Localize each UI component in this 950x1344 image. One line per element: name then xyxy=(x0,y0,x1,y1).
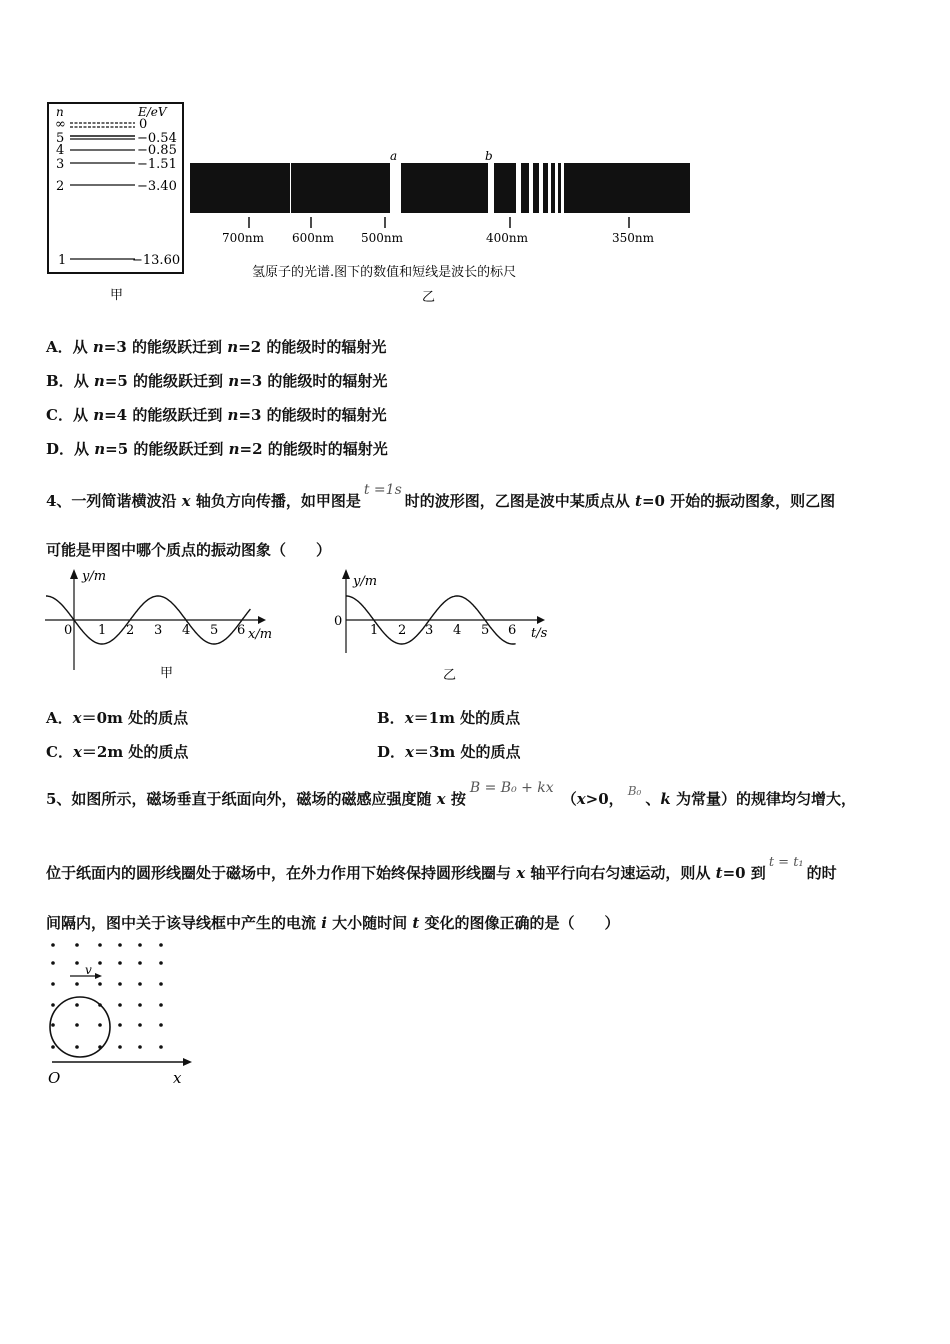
graph2-tick-4: 4 xyxy=(453,623,462,638)
tick-600: 600nm xyxy=(292,231,335,245)
field-dot xyxy=(118,961,122,965)
field-dot xyxy=(159,1023,163,1027)
field-dot xyxy=(51,1023,55,1027)
caption-jia: 甲 xyxy=(110,288,124,303)
q4-stem-line1: 4、一列简谐横波沿 x 轴负方向传播，如甲图是t =1s时的波形图，乙图是波中某质点从 t=0 开始的振动图象，则乙图 xyxy=(46,482,836,510)
q5-b0: B₀ xyxy=(627,784,642,798)
tick-350: 350nm xyxy=(612,231,655,245)
graph2-tick-0: 0 xyxy=(334,614,343,629)
level-n-1: 1 xyxy=(58,253,67,268)
field-dot xyxy=(75,961,79,965)
q3-option-a[interactable]: A．从 n=3 的能级跃迁到 n=2 的能级时的辐射光 xyxy=(46,338,387,356)
field-dot xyxy=(138,961,142,965)
field-dot xyxy=(118,1003,122,1007)
level-e-inf: 0 xyxy=(139,117,148,132)
field-dot xyxy=(51,943,55,947)
graph1-tick-2: 2 xyxy=(126,623,135,638)
wave-graph-jia xyxy=(40,565,290,690)
tick-400: 400nm xyxy=(486,231,529,245)
graph1-xlabel: x/m xyxy=(248,627,273,642)
field-dot xyxy=(51,1045,55,1049)
graph2-xlabel: t/s xyxy=(531,626,548,641)
field-dot xyxy=(118,1045,122,1049)
graph1-tick-5: 5 xyxy=(210,623,219,638)
graph1-tick-3: 3 xyxy=(154,623,163,638)
q3-option-b[interactable]: B．从 n=5 的能级跃迁到 n=3 的能级时的辐射光 xyxy=(46,372,388,390)
level-e-2: −3.40 xyxy=(137,179,177,194)
q5-formula2: t = t₁ xyxy=(768,855,804,870)
vibration-graph-yi xyxy=(330,565,560,690)
field-dot xyxy=(51,1003,55,1007)
q5-formula: B = B₀ + kx xyxy=(469,780,554,796)
field-dot xyxy=(75,1023,79,1027)
graph2-tick-3: 3 xyxy=(425,623,434,638)
field-dot xyxy=(138,943,142,947)
spectrum-label-a: a xyxy=(390,149,398,163)
graph2-tick-1: 1 xyxy=(370,623,379,638)
spectrum-band xyxy=(190,163,690,213)
level-n-3: 3 xyxy=(56,157,65,172)
graph2-tick-5: 5 xyxy=(481,623,490,638)
level-n-inf: ∞ xyxy=(55,117,66,132)
q5-stem-line3: 间隔内，图中关于该导线框中产生的电流 i 大小随时间 t 变化的图像正确的是（ ） xyxy=(46,914,620,932)
spectrum-label-b: b xyxy=(485,149,493,163)
field-dot xyxy=(75,1045,79,1049)
field-dot xyxy=(138,1023,142,1027)
caption-yi: 乙 xyxy=(422,290,436,305)
q4-formula: t =1s xyxy=(363,482,402,498)
q4-option-d[interactable]: D．x＝3m 处的质点 xyxy=(377,743,521,761)
field-dot xyxy=(159,982,163,986)
field-dot xyxy=(159,943,163,947)
field-dot xyxy=(138,1003,142,1007)
field-dot xyxy=(118,1023,122,1027)
graph2-ylabel: y/m xyxy=(353,574,378,589)
q3-option-c[interactable]: C．从 n=4 的能级跃迁到 n=3 的能级时的辐射光 xyxy=(46,406,387,424)
level-n-2: 2 xyxy=(56,179,65,194)
figure-hydrogen xyxy=(40,95,720,310)
q5-stem-line1: 5、如图所示，磁场垂直于纸面向外，磁场的磁感应强度随 x 按B = B₀ + kx（x>0， $^{B_0}$ 、k 为常量）的规律均匀增大， xyxy=(46,780,856,808)
field-dot xyxy=(118,943,122,947)
field-dot xyxy=(98,1023,102,1027)
tick-500: 500nm xyxy=(361,231,404,245)
level-n-5: 5 xyxy=(56,131,65,146)
spectrum-description: 氢原子的光谱.图下的数值和短线是波长的标尺 xyxy=(252,265,517,280)
field-dot xyxy=(118,982,122,986)
level-e-5: −0.54 xyxy=(137,131,177,146)
q5-stem-line2: 位于纸面内的圆形线圈处于磁场中，在外力作用下始终保持圆形线圈与 x 轴平行向右匀速运动，则从 t=0 到t = t₁的时 xyxy=(46,855,837,882)
q3-option-d[interactable]: D．从 n=5 的能级跃迁到 n=2 的能级时的辐射光 xyxy=(46,440,388,458)
field-dot xyxy=(159,1003,163,1007)
velocity-label: v xyxy=(85,963,92,977)
e-header: E/eV xyxy=(138,105,167,119)
level-e-3: −1.51 xyxy=(137,157,177,172)
origin-label: O xyxy=(48,1069,61,1087)
field-dot xyxy=(75,943,79,947)
field-dot xyxy=(51,982,55,986)
graph2-caption: 乙 xyxy=(443,668,457,683)
field-dot xyxy=(159,1045,163,1049)
field-dot xyxy=(159,961,163,965)
graph2-tick-6: 6 xyxy=(508,623,517,638)
q4-stem-line2: 可能是甲图中哪个质点的振动图象（ ） xyxy=(46,541,332,559)
field-dot xyxy=(75,982,79,986)
tick-700: 700nm xyxy=(222,231,265,245)
q4-option-c[interactable]: C．x＝2m 处的质点 xyxy=(46,743,189,761)
graph1-tick-0: 0 xyxy=(64,623,73,638)
level-e-4: −0.85 xyxy=(137,143,177,158)
field-dot xyxy=(98,943,102,947)
level-n-4: 4 xyxy=(56,143,65,158)
field-dot xyxy=(138,1045,142,1049)
q4-option-a[interactable]: A．x＝0m 处的质点 xyxy=(46,709,189,727)
field-dot xyxy=(98,982,102,986)
graph1-tick-1: 1 xyxy=(98,623,107,638)
graph1-ylabel: y/m xyxy=(82,569,107,584)
graph1-caption: 甲 xyxy=(160,666,174,681)
graph1-tick-4: 4 xyxy=(182,623,191,638)
level-e-1: −13.60 xyxy=(132,253,181,268)
field-dot xyxy=(75,1003,79,1007)
coil-circle xyxy=(50,997,110,1057)
graph2-tick-2: 2 xyxy=(398,623,407,638)
graph1-tick-6: 6 xyxy=(237,623,246,638)
field-dot xyxy=(98,961,102,965)
field-dot xyxy=(138,982,142,986)
n-header: n xyxy=(56,105,64,119)
field-dot xyxy=(51,961,55,965)
x-axis-label: x xyxy=(173,1069,182,1087)
magnetic-field-figure xyxy=(40,935,200,1090)
q4-option-b[interactable]: B．x＝1m 处的质点 xyxy=(377,709,521,727)
